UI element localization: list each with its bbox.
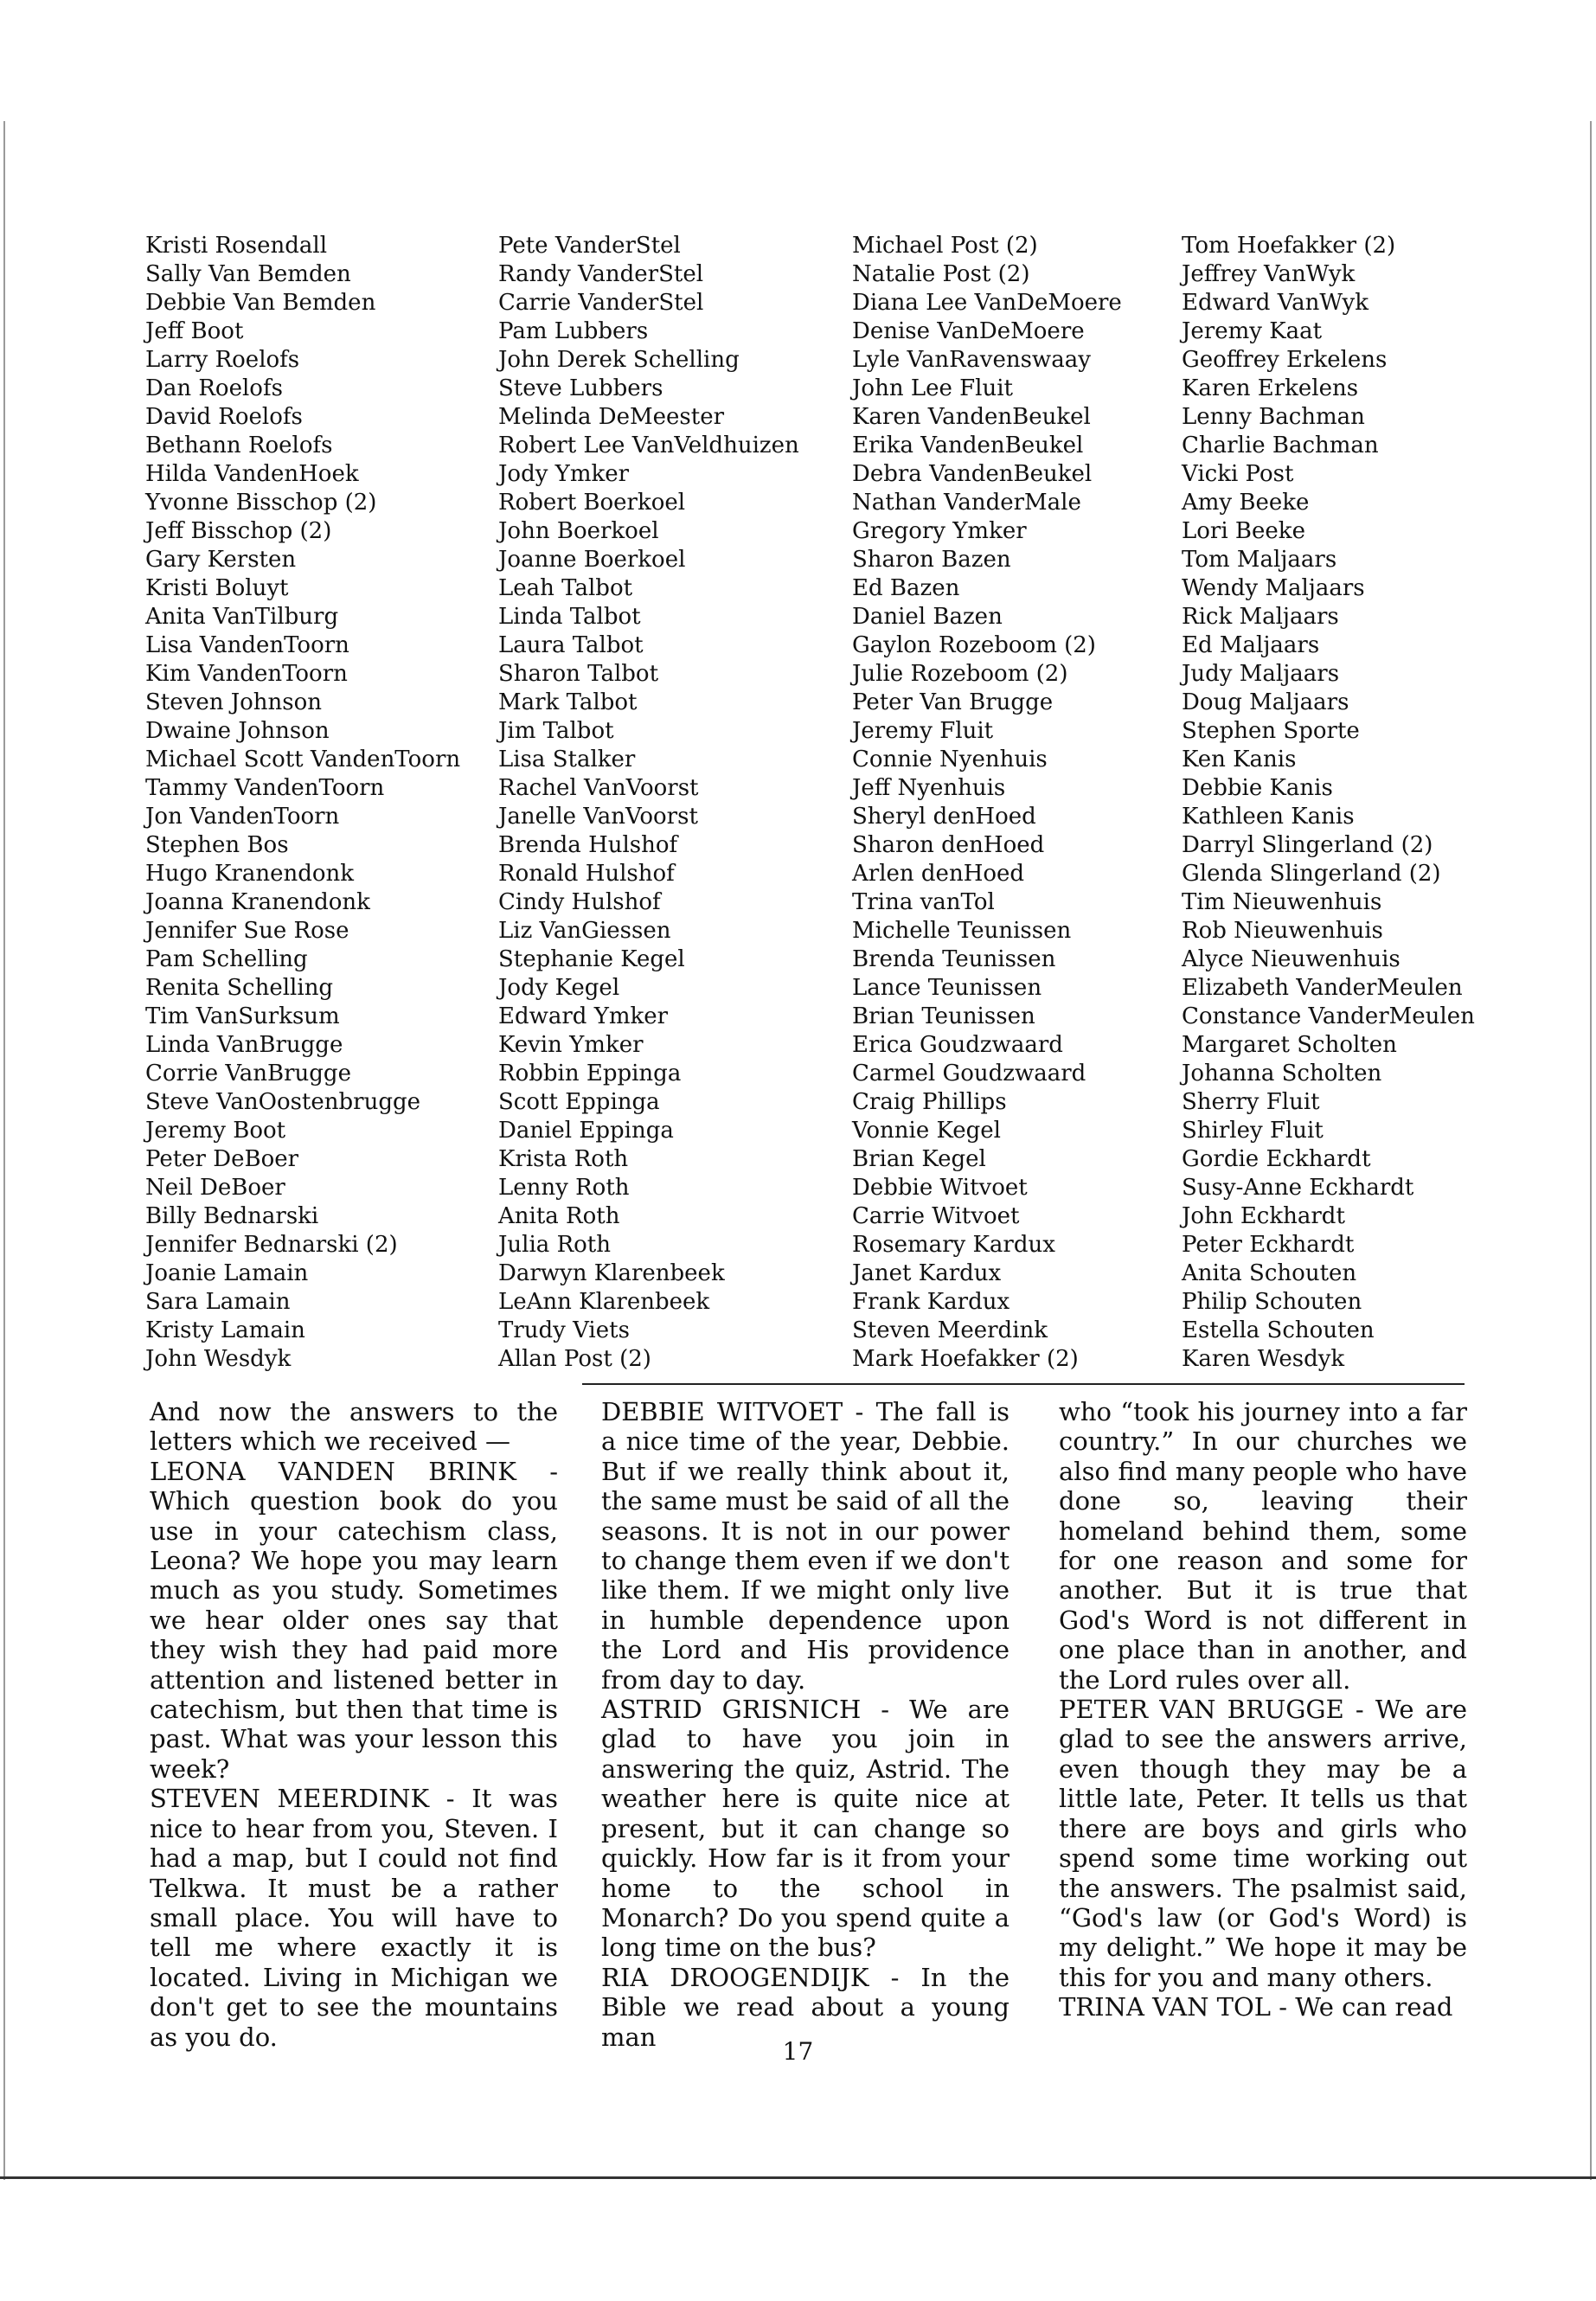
section-divider bbox=[582, 1383, 1465, 1385]
name-entry: Jeremy Boot bbox=[145, 1118, 286, 1144]
name-entry: Peter DeBoer bbox=[145, 1146, 299, 1172]
name-entry: Hugo Kranendonk bbox=[145, 861, 355, 887]
name-entry: Corrie VanBrugge bbox=[145, 1061, 351, 1086]
name-entry: Glenda Slingerland (2) bbox=[1182, 861, 1441, 887]
name-entry: Peter Van Brugge bbox=[852, 689, 1054, 715]
name-entry: Edward Ymker bbox=[498, 1003, 669, 1029]
page-bottom-edge bbox=[0, 2176, 1596, 2179]
name-entry: Pam Schelling bbox=[145, 946, 308, 972]
name-entry: Karen Erkelens bbox=[1182, 375, 1359, 401]
letter-paragraph: PETER VAN BRUGGE - We are glad to see the answers arrive, even though they may be a little late, Peter. It tells us that there are boys and girls who spend some time working out the answers. The psalmist said, “God's law (or God's Word) is my delight.” We hope it may be this for you and many others. bbox=[1059, 1695, 1467, 1992]
name-entry: Darryl Slingerland (2) bbox=[1182, 832, 1433, 858]
name-entry: Karen Wesdyk bbox=[1182, 1346, 1345, 1372]
name-entry: Michelle Teunissen bbox=[852, 918, 1072, 944]
name-entry: Lisa Stalker bbox=[498, 747, 636, 772]
name-entry: Daniel Eppinga bbox=[498, 1118, 674, 1144]
name-entry: Joanne Boerkoel bbox=[498, 547, 686, 573]
name-entry: Sherry Fluit bbox=[1182, 1089, 1320, 1115]
name-entry: Stephanie Kegel bbox=[498, 946, 685, 972]
page-number: 17 bbox=[782, 2037, 814, 2066]
name-entry: Sara Lamain bbox=[145, 1289, 291, 1315]
name-entry: John Boerkoel bbox=[498, 518, 659, 544]
name-entry: Steven Johnson bbox=[145, 689, 323, 715]
name-entry: David Roelofs bbox=[145, 404, 303, 430]
page-left-edge bbox=[3, 121, 5, 2180]
name-entry: Sally Van Bemden bbox=[145, 261, 351, 287]
name-entry: Darwyn Klarenbeek bbox=[498, 1260, 725, 1286]
name-entry: Lance Teunissen bbox=[852, 975, 1042, 1001]
name-entry: Tim VanSurksum bbox=[145, 1003, 340, 1029]
name-column-2 bbox=[498, 232, 799, 1374]
letter-paragraph: RIA DROOGENDIJK - In the Bible we read about a young man bbox=[601, 1962, 1010, 2052]
name-entry: Connie Nyenhuis bbox=[852, 747, 1048, 772]
name-entry: Jeremy Fluit bbox=[852, 718, 994, 744]
name-entry: Gordie Eckhardt bbox=[1182, 1146, 1371, 1172]
letter-column-2 bbox=[601, 1397, 1010, 2052]
name-entry: Rick Maljaars bbox=[1182, 604, 1339, 630]
name-entry: Margaret Scholten bbox=[1182, 1032, 1397, 1058]
name-entry: Natalie Post (2) bbox=[852, 261, 1030, 287]
name-entry: Jennifer Sue Rose bbox=[145, 918, 349, 944]
name-entry: Joanna Kranendonk bbox=[145, 889, 370, 915]
name-entry: Stephen Sporte bbox=[1182, 718, 1360, 744]
name-entry: Gregory Ymker bbox=[852, 518, 1027, 544]
name-entry: Lenny Roth bbox=[498, 1175, 630, 1201]
name-entry: Elizabeth VanderMeulen bbox=[1182, 975, 1463, 1001]
name-entry: John Eckhardt bbox=[1182, 1203, 1345, 1229]
name-entry: Diana Lee VanDeMoere bbox=[852, 290, 1122, 316]
name-entry: Julia Roth bbox=[498, 1232, 611, 1258]
name-entry: Tim Nieuwenhuis bbox=[1182, 889, 1382, 915]
name-entry: Brenda Hulshof bbox=[498, 832, 678, 858]
name-entry: Peter Eckhardt bbox=[1182, 1232, 1355, 1258]
name-entry: Constance VanderMeulen bbox=[1182, 1003, 1475, 1029]
name-entry: Brian Teunissen bbox=[852, 1003, 1035, 1029]
letter-paragraph: ASTRID GRISNICH - We are glad to have you join in answering the quiz, Astrid. The weather here is quite nice at present, but it can change so quickly. How far is it from your home to the school in Monarch? Do you spend quite a long time on the bus? bbox=[601, 1695, 1010, 1963]
name-entry: Carrie Witvoet bbox=[852, 1203, 1020, 1229]
name-entry: Shirley Fluit bbox=[1182, 1118, 1324, 1144]
name-entry: Jennifer Bednarski (2) bbox=[145, 1232, 398, 1258]
name-entry: Billy Bednarski bbox=[145, 1203, 319, 1229]
letter-paragraph: LEONA VANDEN BRINK -Which question book do you use in your catechism class, Leona? We hope you may learn much as you study. Sometimes we hear older ones say that they wish they had paid more attention and listened better in catechism, but then that time is past. What was your lesson this week? bbox=[150, 1456, 558, 1784]
name-entry: Robert Lee VanVeldhuizen bbox=[498, 433, 799, 458]
name-entry: Steven Meerdink bbox=[852, 1317, 1048, 1343]
name-entry: Sheryl denHoed bbox=[852, 804, 1036, 830]
name-entry: Larry Roelofs bbox=[145, 347, 300, 373]
name-entry: Pam Lubbers bbox=[498, 318, 649, 344]
name-entry: Tom Hoefakker (2) bbox=[1182, 233, 1396, 259]
name-entry: Lyle VanRavenswaay bbox=[852, 347, 1091, 373]
name-entry: Karen VandenBeukel bbox=[852, 404, 1091, 430]
name-entry: Debra VandenBeukel bbox=[852, 461, 1093, 487]
name-entry: Edward VanWyk bbox=[1182, 290, 1368, 316]
name-entry: Arlen denHoed bbox=[852, 861, 1025, 887]
name-entry: Mark Hoefakker (2) bbox=[852, 1346, 1079, 1372]
name-list bbox=[145, 232, 1477, 1375]
name-entry: Sharon Bazen bbox=[852, 547, 1011, 573]
name-entry: Neil DeBoer bbox=[145, 1175, 285, 1201]
name-entry: Alyce Nieuwenhuis bbox=[1182, 946, 1401, 972]
name-entry: Melinda DeMeester bbox=[498, 404, 725, 430]
name-entry: Geoffrey Erkelens bbox=[1182, 347, 1388, 373]
name-entry: Janelle VanVoorst bbox=[498, 804, 698, 830]
name-entry: Vonnie Kegel bbox=[852, 1118, 1001, 1144]
name-entry: Brenda Teunissen bbox=[852, 946, 1056, 972]
letter-column-1 bbox=[150, 1397, 558, 2052]
name-entry: Craig Phillips bbox=[852, 1089, 1007, 1115]
name-entry: Rosemary Kardux bbox=[852, 1232, 1055, 1258]
name-entry: Carmel Goudzwaard bbox=[852, 1061, 1086, 1086]
letter-column-3 bbox=[1059, 1397, 1467, 2022]
name-entry: Ronald Hulshof bbox=[498, 861, 675, 887]
name-entry: Wendy Maljaars bbox=[1182, 575, 1365, 601]
name-entry: Lisa VandenToorn bbox=[145, 632, 349, 658]
name-entry: Leah Talbot bbox=[498, 575, 633, 601]
name-entry: Tammy VandenToorn bbox=[145, 775, 385, 801]
name-entry: Linda VanBrugge bbox=[145, 1032, 343, 1058]
name-entry: Jeff Nyenhuis bbox=[852, 775, 1006, 801]
name-entry: Erica Goudzwaard bbox=[852, 1032, 1063, 1058]
name-entry: Laura Talbot bbox=[498, 632, 644, 658]
name-entry: Carrie VanderStel bbox=[498, 290, 704, 316]
letter-paragraph: And now the answers to the letters which we received — bbox=[150, 1397, 558, 1457]
name-entry: Anita VanTilburg bbox=[145, 604, 339, 630]
name-entry: Trudy Viets bbox=[498, 1317, 630, 1343]
name-entry: Liz VanGiessen bbox=[498, 918, 671, 944]
name-entry: Estella Schouten bbox=[1182, 1317, 1375, 1343]
name-entry: Kristy Lamain bbox=[145, 1317, 305, 1343]
name-entry: Denise VanDeMoere bbox=[852, 318, 1085, 344]
name-entry: Jeremy Kaat bbox=[1182, 318, 1323, 344]
name-entry: Jody Kegel bbox=[498, 975, 620, 1001]
name-entry: Frank Kardux bbox=[852, 1289, 1010, 1315]
name-entry: Judy Maljaars bbox=[1182, 661, 1340, 687]
name-entry: Jeff Bisschop (2) bbox=[145, 518, 332, 544]
name-entry: Hilda VandenHoek bbox=[145, 461, 359, 487]
name-entry: Johanna Scholten bbox=[1182, 1061, 1382, 1086]
name-entry: Philip Schouten bbox=[1182, 1289, 1362, 1315]
name-entry: Anita Schouten bbox=[1182, 1260, 1357, 1286]
name-entry: Jon VandenToorn bbox=[145, 804, 340, 830]
name-entry: Julie Rozeboom (2) bbox=[852, 661, 1068, 687]
name-entry: John Derek Schelling bbox=[498, 347, 740, 373]
name-entry: Randy VanderStel bbox=[498, 261, 704, 287]
name-entry: Steve Lubbers bbox=[498, 375, 663, 401]
name-entry: Brian Kegel bbox=[852, 1146, 986, 1172]
name-entry: Doug Maljaars bbox=[1182, 689, 1349, 715]
name-entry: Charlie Bachman bbox=[1182, 433, 1379, 458]
name-entry: Kim VandenToorn bbox=[145, 661, 348, 687]
name-entry: Ed Bazen bbox=[852, 575, 960, 601]
name-entry: Sharon denHoed bbox=[852, 832, 1045, 858]
name-entry: John Lee Fluit bbox=[852, 375, 1013, 401]
name-entry: Robert Boerkoel bbox=[498, 490, 686, 516]
name-entry: Pete VanderStel bbox=[498, 233, 681, 259]
name-entry: Dan Roelofs bbox=[145, 375, 283, 401]
name-entry: Gary Kersten bbox=[145, 547, 297, 573]
page-right-edge bbox=[1590, 121, 1592, 2180]
name-column-4 bbox=[1182, 232, 1475, 1374]
name-entry: Anita Roth bbox=[498, 1203, 620, 1229]
name-entry: Mark Talbot bbox=[498, 689, 638, 715]
name-entry: Nathan VanderMale bbox=[852, 490, 1081, 516]
name-entry: Rachel VanVoorst bbox=[498, 775, 699, 801]
name-entry: Sharon Talbot bbox=[498, 661, 659, 687]
name-entry: Debbie Van Bemden bbox=[145, 290, 376, 316]
letter-paragraph: who “took his journey into a far country.” In our churches we also find many people who have done so, leaving their homeland behind them, some for one reason and some for another. But it is true that God's Word is not different in one place than in another, and the Lord rules over all. bbox=[1059, 1397, 1467, 1695]
name-entry: Kevin Ymker bbox=[498, 1032, 644, 1058]
name-entry: Lori Beeke bbox=[1182, 518, 1305, 544]
name-entry: Joanie Lamain bbox=[145, 1260, 309, 1286]
name-entry: Gaylon Rozeboom (2) bbox=[852, 632, 1096, 658]
name-entry: Vicki Post bbox=[1182, 461, 1294, 487]
name-entry: Kristi Rosendall bbox=[145, 233, 328, 259]
name-entry: Erika VandenBeukel bbox=[852, 433, 1084, 458]
name-entry: Linda Talbot bbox=[498, 604, 641, 630]
name-entry: Cindy Hulshof bbox=[498, 889, 661, 915]
name-entry: Jeff Boot bbox=[145, 318, 244, 344]
letter-paragraph: TRINA VAN TOL - We can read bbox=[1059, 1992, 1453, 2022]
name-entry: Susy-Anne Eckhardt bbox=[1182, 1175, 1414, 1201]
letter-paragraph: DEBBIE WITVOET - The fall is a nice time of the year, Debbie. But if we really think about it, the same must be said of all the seasons. It is not in our power to change them even if we don't like them. If we might only live in humble dependence upon the Lord and His providence from day to day. bbox=[601, 1397, 1010, 1695]
name-entry: Dwaine Johnson bbox=[145, 718, 330, 744]
name-entry: Tom Maljaars bbox=[1182, 547, 1337, 573]
name-entry: Robbin Eppinga bbox=[498, 1061, 682, 1086]
name-entry: Rob Nieuwenhuis bbox=[1182, 918, 1383, 944]
name-entry: Daniel Bazen bbox=[852, 604, 1003, 630]
name-entry: Renita Schelling bbox=[145, 975, 334, 1001]
name-entry: Michael Post (2) bbox=[852, 233, 1038, 259]
name-entry: Yvonne Bisschop (2) bbox=[145, 490, 377, 516]
name-entry: Jim Talbot bbox=[498, 718, 614, 744]
name-entry: Allan Post (2) bbox=[498, 1346, 651, 1372]
name-entry: Debbie Kanis bbox=[1182, 775, 1333, 801]
name-entry: Debbie Witvoet bbox=[852, 1175, 1028, 1201]
name-entry: Bethann Roelofs bbox=[145, 433, 333, 458]
name-entry: Lenny Bachman bbox=[1182, 404, 1365, 430]
name-entry: Krista Roth bbox=[498, 1146, 629, 1172]
name-entry: Ken Kanis bbox=[1182, 747, 1297, 772]
name-entry: Jeffrey VanWyk bbox=[1182, 261, 1356, 287]
name-entry: Amy Beeke bbox=[1182, 490, 1310, 516]
name-column-1 bbox=[145, 232, 460, 1374]
name-entry: Scott Eppinga bbox=[498, 1089, 660, 1115]
name-entry: Michael Scott VandenToorn bbox=[145, 747, 461, 772]
name-entry: Ed Maljaars bbox=[1182, 632, 1320, 658]
name-entry: Steve VanOostenbrugge bbox=[145, 1089, 421, 1115]
name-entry: LeAnn Klarenbeek bbox=[498, 1289, 710, 1315]
name-entry: Stephen Bos bbox=[145, 832, 289, 858]
name-column-3 bbox=[852, 232, 1122, 1374]
name-entry: Kristi Boluyt bbox=[145, 575, 289, 601]
letter-paragraph: STEVEN MEERDINK - It was nice to hear from you, Steven. I had a map, but I could not find Telkwa. It must be a rather small place. You will have to tell me where exactly it is located. Living in Michigan we don't get to see the mountains as you do. bbox=[150, 1784, 558, 2052]
name-entry: Janet Kardux bbox=[852, 1260, 1002, 1286]
name-entry: John Wesdyk bbox=[145, 1346, 292, 1372]
name-entry: Trina vanTol bbox=[852, 889, 995, 915]
name-entry: Kathleen Kanis bbox=[1182, 804, 1355, 830]
name-entry: Jody Ymker bbox=[498, 461, 630, 487]
